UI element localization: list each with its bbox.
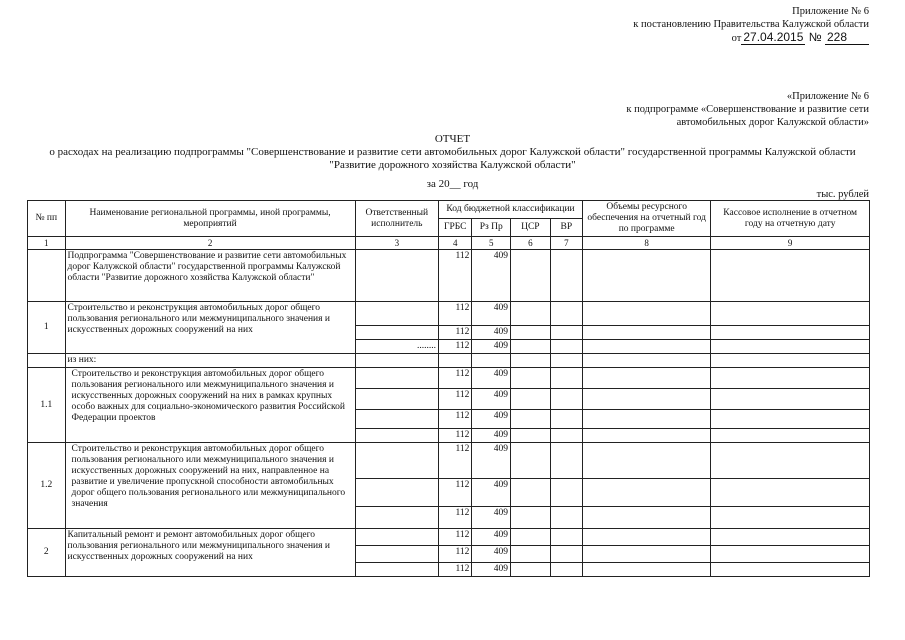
header-attachment-subprogram	[626, 90, 869, 129]
header2-line-3: автомобильных дорог Калужской области»	[676, 117, 869, 128]
row-subprogram-name: Подпрограмма "Совершенствование и развитие сети автомобильных дорог Калужской области" государственной программы Калужской области "Развитие дорожного хозяйства Калужской области"	[65, 250, 355, 302]
cell-rzpr: 409	[472, 479, 511, 507]
colnum: 4	[439, 237, 472, 250]
resolution-number: 228	[825, 30, 869, 45]
cell-rzpr: 409	[472, 546, 511, 563]
cell-rzpr: 409	[472, 529, 511, 546]
cell-grbs: 112	[439, 546, 472, 563]
colnum: 8	[583, 237, 711, 250]
report-subtitle: о расходах на реализацию подпрограммы "Совершенствование и развитие сети автомобильных дорог Калужской области" государственной программы Калужской области "Развитие дорожного хозяйства Калужской области"	[49, 146, 856, 171]
cell-grbs: 112	[439, 410, 472, 429]
cell-rzpr: 409	[472, 302, 511, 326]
colnum: 6	[511, 237, 551, 250]
units-label: тыс. рублей	[816, 189, 869, 200]
table-row	[28, 354, 870, 368]
cell-rzpr: 409	[472, 340, 511, 354]
col-header-volume: Объемы ресурсного обеспечения на отчетный год по программе	[583, 201, 711, 237]
col-header-vr: ВР	[550, 219, 582, 237]
table-row	[28, 368, 870, 389]
report-title: ОТЧЕТ	[434, 133, 471, 145]
cell-grbs: 112	[439, 443, 472, 479]
cell-rzpr: 409	[472, 507, 511, 529]
cell-grbs: 112	[439, 250, 472, 302]
colnum: 3	[355, 237, 438, 250]
cell-grbs: 112	[439, 326, 472, 340]
col-header-cash: Кассовое исполнение в отчетном году на отчетную дату	[711, 201, 870, 237]
cell-grbs: 112	[439, 302, 472, 326]
row-num: 1.1	[28, 368, 66, 443]
cell-rzpr: 409	[472, 368, 511, 389]
header-line-1: Приложение № 6	[792, 6, 869, 17]
col-header-kbk: Код бюджетной классификации	[439, 201, 583, 219]
cell-rzpr: 409	[472, 410, 511, 429]
row-1-name: Строительство и реконструкция автомобильных дорог общего пользования регионального или межмуниципального значения и искусственных дорожных сооружений на них	[65, 302, 355, 354]
table-row	[28, 529, 870, 546]
cell-grbs: 112	[439, 429, 472, 443]
header-line-2: к постановлению Правительства Калужской области	[633, 19, 869, 30]
colnum: 5	[472, 237, 511, 250]
report-table	[27, 200, 870, 577]
colnum: 1	[28, 237, 66, 250]
colnum: 9	[711, 237, 870, 250]
col-header-rzpr: Рз Пр	[472, 219, 511, 237]
date-prefix: от	[731, 33, 742, 44]
cell-rzpr: 409	[472, 326, 511, 340]
cell-grbs: 112	[439, 479, 472, 507]
number-prefix: №	[808, 30, 822, 44]
header2-line-2: к подпрограмме «Совершенствование и развитие сети	[626, 104, 869, 115]
table-row	[28, 250, 870, 302]
header-attachment-resolution	[633, 5, 869, 45]
table-row	[28, 443, 870, 479]
cell-rzpr: 409	[472, 429, 511, 443]
cell-grbs: 112	[439, 529, 472, 546]
cell-grbs: 112	[439, 563, 472, 577]
row-1-1-name: Строительство и реконструкция автомобильных дорог общего пользования регионального или межмуниципального значения и искусственных дорожных сооружений на них в рамках крупных особо важных для социально-экономического развития Российской Федерации проектов	[65, 368, 355, 443]
cell-rzpr: 409	[472, 250, 511, 302]
table-row	[28, 302, 870, 326]
column-numbers-row	[28, 237, 870, 250]
cell-grbs: 112	[439, 389, 472, 410]
col-header-grbs: ГРБС	[439, 219, 472, 237]
resolution-date: 27.04.2015	[743, 30, 804, 44]
colnum: 2	[65, 237, 355, 250]
row-2-name: Капитальный ремонт и ремонт автомобильных дорог общего пользования регионального или межмуниципального значения и искусственных дорожных сооружений на них	[65, 529, 355, 577]
cell-grbs: 112	[439, 368, 472, 389]
resolution-date-number	[633, 31, 869, 45]
row-1-2-name: Строительство и реконструкция автомобильных дорог общего пользования регионального или межмуниципального значения и искусственных дорожных сооружений на них, направленное на развитие и увеличение пропускной способности автомобильных дорог общего пользования регионального или межмуниципального значения	[65, 443, 355, 529]
cell-dots: ........	[355, 340, 438, 354]
col-header-num: № пп	[28, 201, 66, 237]
cell-rzpr: 409	[472, 389, 511, 410]
colnum: 7	[550, 237, 582, 250]
report-year: за 20__ год	[426, 178, 479, 190]
row-num: 1	[28, 302, 66, 354]
cell-grbs: 112	[439, 340, 472, 354]
row-num: 1.2	[28, 443, 66, 529]
col-header-csr: ЦСР	[511, 219, 551, 237]
header2-line-1: «Приложение № 6	[786, 91, 869, 102]
cell-grbs: 112	[439, 507, 472, 529]
cell-rzpr: 409	[472, 443, 511, 479]
row-num: 2	[28, 529, 66, 577]
cell-rzpr: 409	[472, 563, 511, 577]
col-header-executor: Ответственный исполнитель	[355, 201, 438, 237]
col-header-name: Наименование региональной программы, иной программы, мероприятий	[65, 201, 355, 237]
of-them-label: из них:	[65, 354, 355, 368]
